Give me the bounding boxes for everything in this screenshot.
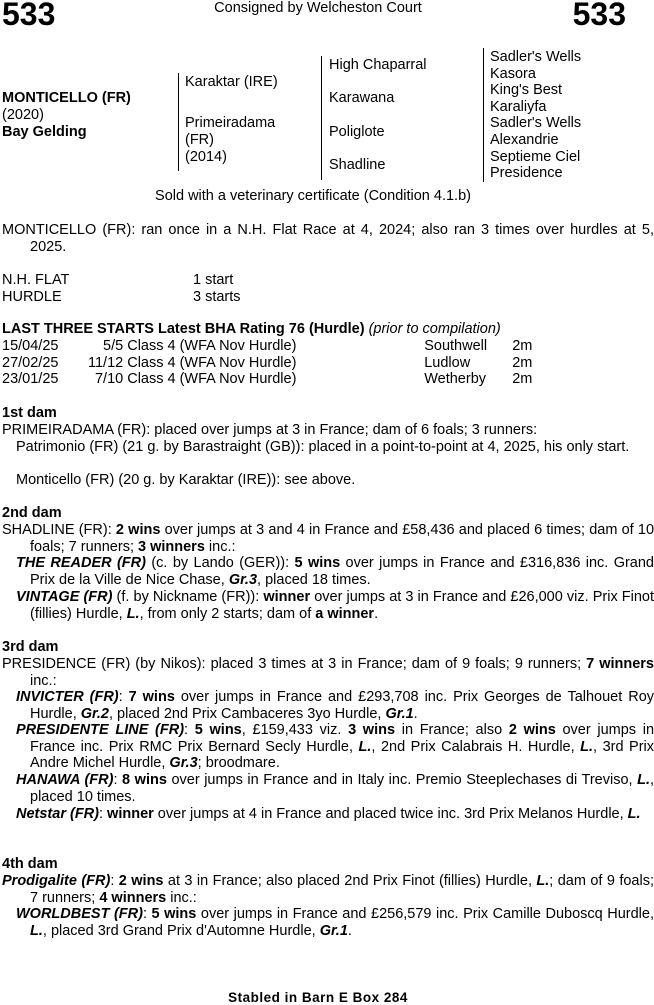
text-fragment: , placed 18 times.: [257, 571, 371, 588]
text-fragment: HANAWA (FR): [16, 772, 114, 788]
pedigree-dam-line-1: Primeiradama: [185, 115, 276, 131]
pedigree-gen3-6: Alexandrie: [490, 132, 559, 148]
text-fragment: THE READER (FR): [16, 555, 146, 571]
starts-value-hurdle: 3 starts: [193, 289, 241, 305]
fourth-dam-intro: [2, 873, 654, 906]
pedigree-sire: Karaktar (IRE): [185, 74, 278, 90]
run-date: 15/04/25: [2, 338, 59, 354]
horse-sex: Bay Gelding: [2, 124, 87, 140]
run-class: Class 4 (WFA Nov Hurdle): [127, 354, 297, 371]
starts-label-hurdle: HURDLE: [2, 289, 62, 305]
text-fragment: Gr.1: [319, 922, 348, 939]
text-fragment: winner: [263, 589, 311, 605]
text-fragment: L.: [358, 738, 372, 755]
pedigree-gen2-1: High Chaparral: [329, 57, 427, 73]
pedigree-gen2-4: Shadline: [329, 157, 386, 173]
pedigree-bracket-3: [483, 48, 484, 182]
text-fragment: 7 wins: [128, 689, 175, 705]
text-fragment: at 3 in France; also placed 2nd Prix Finot (fillies) Hurdle,: [163, 873, 537, 889]
text-fragment: .: [413, 705, 418, 722]
text-fragment: Gr.1: [385, 705, 414, 722]
text-fragment: over jumps in France and in Italy inc. Premio Steeplechases di Treviso,: [166, 772, 638, 788]
first-dam-intro: PRIMEIRADAMA (FR): placed over jumps at 3 in France; dam of 6 foals; 3 runners:: [2, 422, 538, 438]
lot-number-left: 533: [2, 0, 56, 32]
pedigree-gen3-4: Karaliyfa: [490, 99, 547, 115]
pedigree-dam-line-2: (FR): [185, 132, 214, 148]
text-fragment: 8 wins: [122, 772, 167, 788]
last-starts-heading: LAST THREE STARTS Latest BHA Rating 76 (Hurdle): [2, 321, 365, 337]
text-fragment: .: [347, 922, 352, 939]
table-row: [2, 371, 532, 388]
text-fragment: Gr.3: [169, 755, 198, 772]
text-fragment: inc.:: [204, 538, 236, 555]
text-fragment: 2 wins: [115, 522, 161, 538]
text-fragment: :: [113, 772, 123, 788]
run-course: Wetherby: [424, 371, 487, 388]
pedigree-bracket-1: [178, 73, 179, 171]
text-fragment: winner: [107, 806, 154, 822]
text-fragment: ; dam of 9 foals; 7 runners;: [30, 873, 654, 906]
text-fragment: PRESIDENCE (FR) (by Nikos): placed 3 times at 3 in France; dam of 9 foals; 9 runners;: [2, 656, 587, 672]
horse-year: (2020): [2, 107, 44, 123]
third-dam-progeny-2: [2, 722, 654, 772]
starts-label-flat: N.H. FLAT: [2, 272, 70, 288]
text-fragment: , placed 10 times.: [30, 772, 654, 805]
third-dam-progeny-3: [2, 772, 654, 805]
text-fragment: (c. by Lando (GER)):: [145, 555, 295, 571]
text-fragment: .: [374, 605, 379, 622]
text-fragment: 4 winners: [99, 889, 167, 906]
text-fragment: Prodigalite (FR): [2, 873, 111, 889]
run-course: Southwell: [424, 338, 488, 354]
text-fragment: over jumps at 3 and 4 in France and £58,436 and placed 6 times; dam of 10 foals; 7 runners;: [30, 522, 654, 555]
fourth-dam-heading: 4th dam: [2, 856, 58, 872]
pedigree-gen3-2: Kasora: [490, 66, 536, 82]
text-fragment: 3 wins: [348, 722, 396, 738]
table-row: [2, 355, 532, 372]
run-date: 23/01/25: [2, 371, 59, 388]
text-fragment: VINTAGE (FR): [16, 589, 113, 605]
text-fragment: INVICTER (FR): [16, 689, 119, 705]
text-fragment: , 2nd Prix Calabrais H. Hurdle,: [371, 738, 581, 755]
text-fragment: 7 winners: [586, 656, 654, 672]
last-starts-header: [2, 321, 501, 338]
last-starts-table: [2, 338, 532, 388]
text-fragment: over jumps at 4 in France and placed twice inc. 3rd Prix Melanos Hurdle,: [153, 806, 628, 822]
text-fragment: PRESIDENTE LINE (FR): [16, 722, 185, 738]
starts-value-flat: 1 start: [193, 272, 234, 288]
text-fragment: , placed 2nd Prix Cambaceres 3yo Hurdle,: [109, 705, 386, 722]
text-fragment: , £159,433 viz.: [241, 722, 349, 738]
text-fragment: in France; also: [395, 722, 509, 738]
last-starts-note: (prior to compilation): [368, 321, 501, 337]
text-fragment: 5 wins: [194, 722, 242, 738]
horse-name: MONTICELLO (FR): [2, 90, 131, 106]
lot-number-right: 533: [572, 0, 626, 32]
run-position: 11/12: [88, 354, 124, 371]
pedigree-gen3-3: King's Best: [490, 82, 563, 98]
first-dam-progeny-2: Monticello (FR) (20 g. by Karaktar (IRE)): see above.: [16, 472, 356, 488]
run-distance: 2m: [512, 338, 533, 354]
text-fragment: inc.:: [166, 889, 197, 906]
second-dam-progeny-1: [2, 555, 654, 588]
consignor: Consigned by Welcheston Court: [214, 0, 422, 16]
pedigree-gen3-8: Presidence: [490, 165, 563, 181]
pedigree-gen2-3: Poliglote: [329, 124, 385, 140]
text-fragment: L.: [580, 738, 594, 755]
text-fragment: 2 wins: [508, 722, 556, 738]
pedigree-bracket-2: [321, 56, 322, 180]
pedigree-gen3-1: Sadler's Wells: [490, 49, 582, 65]
text-fragment: 5 wins: [151, 906, 197, 922]
text-fragment: (f. by Nickname (FR)):: [112, 589, 264, 605]
run-distance: 2m: [512, 371, 533, 388]
first-dam-progeny-1: Patrimonio (FR) (21 g. by Barastraight (GB)): placed in a point-to-point at 4, 2025, his only start.: [16, 439, 630, 455]
text-fragment: :: [98, 806, 108, 822]
text-fragment: , 3rd Prix Andre Michel Hurdle,: [30, 738, 654, 772]
pedigree-gen3-7: Septieme Ciel: [490, 149, 581, 165]
second-dam-progeny-2: [2, 589, 654, 622]
text-fragment: over jumps in France and £293,708 inc. Prix Georges de Talhouet Roy Hurdle,: [30, 689, 654, 722]
text-fragment: ; broodmare.: [197, 755, 280, 772]
run-class: Class 4 (WFA Nov Hurdle): [127, 338, 297, 354]
pedigree-gen2-2: Karawana: [329, 90, 395, 106]
second-dam-heading: 2nd dam: [2, 505, 62, 521]
text-fragment: L.: [637, 772, 650, 788]
text-fragment: over jumps in France and £316,836 inc. Grand Prix de la Ville de Nice Chase,: [30, 555, 654, 588]
run-position: 5/5: [103, 338, 124, 354]
fourth-dam-progeny-1: [2, 906, 654, 939]
text-fragment: 5 wins: [294, 555, 341, 571]
pedigree-gen3-5: Sadler's Wells: [490, 115, 582, 131]
text-fragment: WORLDBEST (FR): [16, 906, 143, 922]
text-fragment: SHADLINE (FR):: [2, 522, 116, 538]
run-class: Class 4 (WFA Nov Hurdle): [127, 371, 297, 388]
second-dam-intro: [2, 522, 654, 555]
run-distance: 2m: [512, 354, 533, 371]
text-fragment: :: [142, 906, 152, 922]
pedigree-dam-line-3: (2014): [185, 149, 227, 165]
text-fragment: , placed 3rd Grand Prix d'Automne Hurdle,: [42, 922, 320, 939]
third-dam-heading: 3rd dam: [2, 639, 59, 655]
text-fragment: over jumps in France inc. Prix RMC Prix Bernard Secly Hurdle,: [30, 722, 654, 755]
run-course: Ludlow: [424, 354, 471, 371]
vet-note: Sold with a veterinary certificate (Condition 4.1.b): [155, 188, 471, 204]
text-fragment: L.: [30, 922, 43, 939]
text-fragment: 3 winners: [138, 538, 205, 555]
text-fragment: L.: [627, 806, 641, 822]
text-fragment: , from only 2 starts; dam of: [139, 605, 316, 622]
third-dam-progeny-1: [2, 689, 654, 722]
stable-location: Stabled in Barn E Box 284: [228, 990, 408, 1005]
first-dam-heading: 1st dam: [2, 405, 57, 421]
race-summary: MONTICELLO (FR): ran once in a N.H. Flat Race at 4, 2024; also ran 3 times over hurdles at 5, 2025.: [2, 222, 654, 255]
text-fragment: over jumps in France and £256,579 inc. Prix Camille Duboscq Hurdle,: [196, 906, 654, 922]
text-fragment: L.: [126, 605, 140, 622]
text-fragment: Netstar (FR): [16, 806, 99, 822]
text-fragment: Gr.3: [228, 571, 258, 588]
text-fragment: Gr.2: [80, 705, 109, 722]
text-fragment: inc.:: [30, 672, 57, 689]
table-row: [2, 338, 532, 355]
text-fragment: :: [184, 722, 195, 738]
text-fragment: 2 wins: [118, 873, 164, 889]
text-fragment: a winner: [315, 605, 375, 622]
text-fragment: :: [118, 689, 129, 705]
text-fragment: over jumps at 3 in France and £26,000 viz. Prix Finot (fillies) Hurdle,: [30, 589, 654, 622]
third-dam-intro: [2, 656, 654, 689]
run-date: 27/02/25: [2, 354, 59, 371]
third-dam-progeny-4: [2, 806, 654, 823]
run-position: 7/10: [94, 371, 124, 388]
text-fragment: :: [110, 873, 119, 889]
text-fragment: L.: [536, 873, 550, 889]
